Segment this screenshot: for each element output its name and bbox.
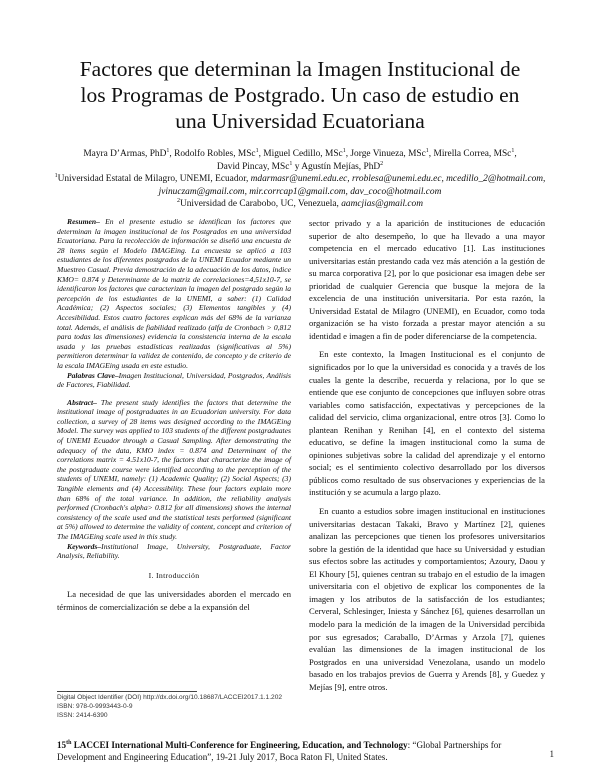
- abstract-en-label: Abstract–: [67, 397, 97, 407]
- body-paragraph-2: En este contexto, la Imagen Institucional es el conjunto de significados por lo que la universidad es conocida y a través de los cuales la gente la describe, recuerda y relaciona, por lo que se entiende que ese conjunto de concepciones que influyen sobre otras variables como satisfacción, expectativas y percepciones de la calidad del servicio, clima organizacional, entre otros [3]. Como lo plantean Renihan y Renihan [4], en el contexto del sistema educativo, se define la imagen institucional como la suma de opiniones subjetivas sobre la calidad del aprendizaje y el entorno social; es el sentimiento colectivo desarrollado por los diversos públicos como resultado de sus observaciones y experiencias de la institución y se acumula a largo plazo.: [309, 349, 545, 498]
- author-sup: 1: [342, 147, 346, 154]
- author-sup: 1: [255, 147, 259, 154]
- keywords-en: [57, 542, 291, 561]
- title-line-1: Factores que determinan la Imagen Institucional de: [79, 57, 521, 81]
- keywords-es-label: Palabras Clave–: [67, 370, 119, 380]
- aff-sup: 2: [176, 197, 180, 204]
- author-name: , Rodolfo Robles, MSc: [169, 149, 256, 159]
- intro-paragraph: La necesidad de que las universidades aborden el mercado en términos de comercialización se debe a la expansión del: [57, 589, 291, 612]
- paper-title: [40, 56, 560, 134]
- author-sup: 1: [511, 147, 515, 154]
- page-number: 1: [549, 749, 554, 759]
- conference-footer: [57, 737, 527, 763]
- affiliation-2: [34, 198, 566, 211]
- author-name: , Mirella Correa, MSc: [428, 149, 512, 159]
- author-name: , Miguel Cedillo, MSc: [258, 149, 343, 159]
- aff-text: Universidad de Carabobo, UC, Venezuela,: [179, 199, 342, 209]
- keywords-es-text: Imagen Institucional, Universidad, Postgrados, Análisis de Factores, Fiabilidad.: [57, 370, 291, 390]
- affiliation-1-emails: jvinuczam@gmail.com, mir.corrcap1@gmail.com, dav_coco@hotmail.com: [158, 186, 442, 197]
- isbn-line: ISBN: 978-0-9993443-0-9: [57, 703, 133, 711]
- aff-email: aamcjias@gmail.com: [341, 199, 424, 209]
- body-paragraph-3: En cuanto a estudios sobre imagen institucional en instituciones universitarias destacan Takaki, Bravo y Martínez [2], quienes analizan las percepciones que tienen los profesores universitarios sobre la gestión de la identidad que hace su Universidad y estudian sus efectos sobre las actitudes y comportamientos; Azoury, Daou y El Khoury [5], quienes centran su trabajo en el estudio de la imagen universitaria con el objetivo de explicar los componentes de la imagen y los atributos de la satisfacción de los estudiantes; Cerveral, Schlesinger, Iniesta y Sánchez [6], quienes desarrollan un modelo para la medición de la imagen de la Universidad percibida por sus egresados; Caraballo, D’Armas y Arzola [7], quienes evalúan las dimensiones de la imagen institucional de los Postgrados en una universidad Venezolana, usando un modelo basado en los trabajos previos de Guerra y Arends [8], y Guedez y Mejías [9], entre otros.: [309, 506, 545, 692]
- footnote-rule: [57, 691, 197, 692]
- author-sup: 1: [166, 147, 170, 154]
- author-sup: 1: [289, 160, 293, 167]
- author-name: Mayra D’Armas, PhD: [83, 149, 167, 159]
- aff-text: Universidad Estatal de Milagro, UNEMI, Ecuador,: [57, 174, 251, 184]
- author-name: David Pincay, MSc: [216, 161, 290, 172]
- keywords-es: [57, 371, 291, 390]
- conf-number: 15: [57, 740, 67, 751]
- body-paragraph-1: sector privado y a la aparición de instituciones de educación superior de alto desempeño, lo que ha llevado a una mayor competencia en el mercado educativo [1]. Las instituciones universitarias están prestando cada vez más atención a la gestión de su marca corporativa [2], por lo que posicionar esa imagen debe ser prioridad de cualquier Gerencia que busque la mejora de la excelencia de una institución universitaria. Por esta razón, la Universidad Estatal de Milagro (UNEMI), en Ecuador, como toda organización se ha visto forzada a prestar mayor atención a su identidad e imagen a fin de poder diferenciarse de la competencia.: [309, 218, 545, 341]
- aff-sup: 1: [54, 172, 58, 179]
- left-column: [57, 217, 291, 613]
- abstract-en: [57, 398, 291, 542]
- title-line-2: los Programas de Postgrado. Un caso de estudio en: [80, 83, 520, 107]
- conf-details: : “Global Partnerships for Development and Engineering Education”, 19-21 July 2017, Boca Raton Fl, United States.: [57, 740, 502, 763]
- author-block: [34, 148, 566, 211]
- section-heading: I. Introducción: [148, 570, 200, 580]
- issn-line: ISSN: 2414-6390: [57, 712, 108, 720]
- author-sup: 2: [380, 160, 384, 167]
- intro-body: [57, 588, 291, 613]
- author-name: y Agustín Mejías, PhD: [292, 161, 381, 172]
- footnote: [57, 693, 282, 721]
- keywords-en-label: Keywords–: [67, 541, 102, 551]
- abstract-es-text: En el presente estudio se identifican los factores que determinan la imagen institucional de los Postgrados en una universidad Ecuatoriana. Para la recolección de información se diseñó una encuesta de 28 ítems según el Modelo IMAGEing. La encuesta se aplicó a 103 estudiantes de los diferentes postgrados de la UNEMI Ecuador mediante un Muestreo Casual. Previa demostración de la adecuación de los datos, índice KMO= 0.874 y Determinante de la matriz de correlaciones=4,51x10-7, se identificaron los factores que caracterizan la imagen del postgrado según la percepción de los estudiantes de la UNEMI, a saber: (1) Calidad Académica; (2) Aspectos sociales; (3) Elementos tangibles y (4) Accesibilidad. Estos cuatro factores explican más del 68% de la varianza total. Además, el análisis de fiabilidad realizado (alfa de Cronbach > 0,812 para todas las dimensiones) evidencia la consistencia interna de la escala usada y las pruebas estadísticas realizadas (significativas al 5%) permitieron determinar la validez de contenido, de concepto y de criterio de la escala IMAGEing usada en este estudio.: [57, 217, 291, 370]
- author-sep: ,: [514, 149, 517, 159]
- abstract-es-label: Resumen–: [67, 217, 100, 226]
- author-line-2: [34, 161, 566, 174]
- right-column: [309, 217, 545, 699]
- title-line-3: una Universidad Ecuatoriana: [175, 109, 425, 133]
- aff-emails: mdarmasr@unemi.edu.ec, rroblesa@unemi.edu.ec, mcedillo_2@hotmail.com,: [250, 174, 546, 184]
- abstract-en-text: The present study identifies the factors that determine the institutional image of postgraduates in an Ecuadorian university. For data collection, a survey of 28 items was designed according to the IMAGEing Model. The survey was applied to 103 students of the different postgraduates of UNEMI Ecuador through a Casual Sampling. After demonstrating the adequacy of the data, KMO index = 0.874 and Determinant of the correlations matrix = 4.51x10-7, the factors that characterize the image of the postgraduate course were identified according to the perception of the students of UNEMI, namely: (1) Academic Quality; (2) Social Aspects; (3) Tangible elements and (4) Accessibility. These four factors explain more than 68% of the total variance. In addition, the reliability analysis performed (Cronbach's alpha> 0.812 for all dimensions) shows the internal consistency of the scale used and the statistical tests performed (significant at 5%) allowed to determine the validity of content, concept and criterion of The IMAGEing scale used in this study.: [57, 397, 291, 541]
- doi-line: Digital Object Identifier (DOI) http://dx.doi.org/10.18687/LACCEI2017.1.1.202: [57, 694, 283, 701]
- author-line-1: [34, 148, 566, 161]
- conf-name: LACCEI International Multi-Conference for Engineering, Education, and Technology: [71, 740, 408, 751]
- keywords-en-text: Institutional Image, University, Postgraduate, Factor Analysis, Reliability.: [57, 541, 291, 561]
- author-name: , Jorge Vinueza, MSc: [345, 149, 426, 159]
- conf-sup: th: [66, 740, 72, 746]
- affiliation-1: [34, 173, 566, 186]
- abstract-es: [57, 217, 291, 371]
- author-sup: 1: [425, 147, 429, 154]
